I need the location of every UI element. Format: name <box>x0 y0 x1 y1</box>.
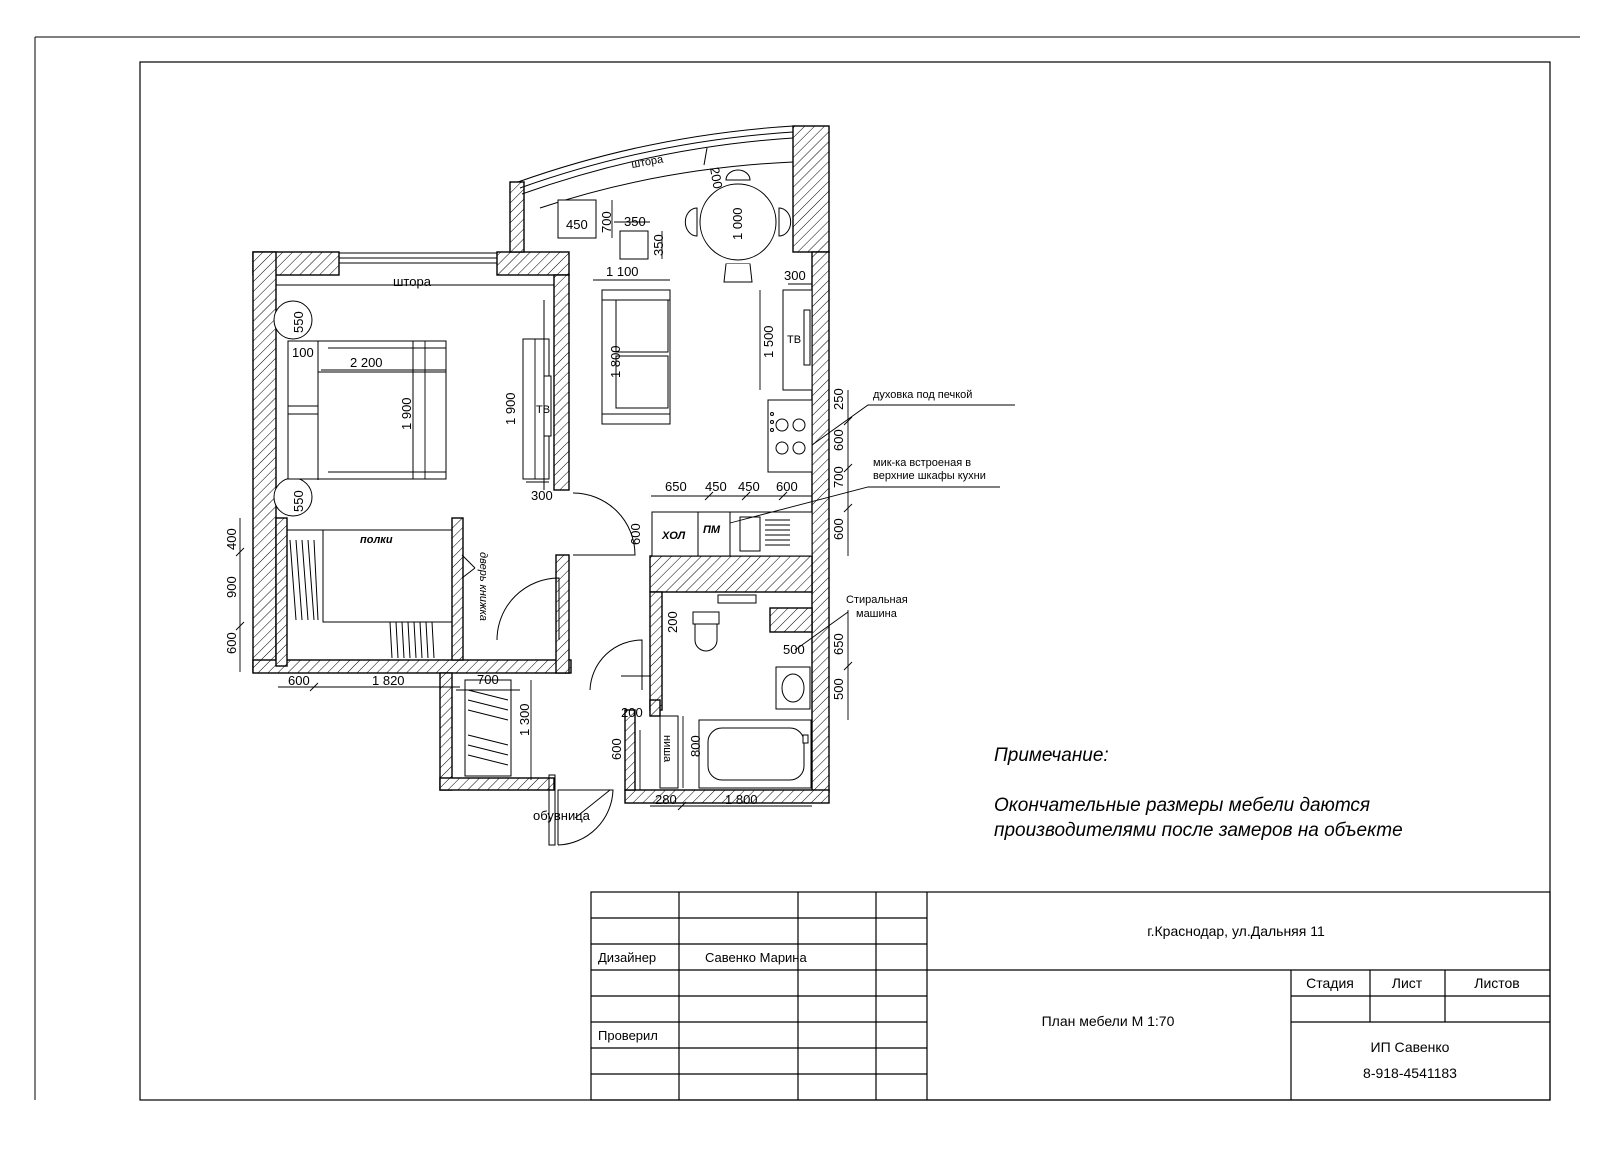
dim-wc-200: 200 <box>665 611 680 633</box>
dim-sofa-1100: 1 100 <box>606 264 639 279</box>
note-line-2: производителями после замеров на объекте <box>994 820 1403 841</box>
dim-door-600: 600 <box>628 523 643 545</box>
dim-table-1000: 1 000 <box>730 207 745 240</box>
dim-niche-800: 800 <box>688 735 703 757</box>
dim-wm-500: 500 <box>783 642 805 657</box>
dim-stand-450: 450 <box>566 217 588 232</box>
dim-bath-500: 500 <box>831 678 846 700</box>
dim-tv-stand-300: 300 <box>531 488 553 503</box>
dim-night-550-top: 550 <box>291 311 306 333</box>
niche-label: ниша <box>661 735 673 763</box>
dim-bottom-600: 600 <box>288 673 310 688</box>
company-name: ИП Савенко <box>1370 1039 1450 1055</box>
sheets-label: Листов <box>1474 975 1520 991</box>
washer-note-2: машина <box>856 608 897 620</box>
sheet-label: Лист <box>1391 975 1423 991</box>
dim-left-600: 600 <box>224 632 239 654</box>
sheet-title: План мебели М 1:70 <box>1041 1013 1175 1029</box>
tv-bedroom-label: ТВ <box>536 404 551 416</box>
cooktop <box>768 400 812 472</box>
living-furniture <box>558 170 812 424</box>
dim-tv-1500: 1 500 <box>761 325 776 358</box>
curtain-label-top: штора <box>630 153 665 171</box>
dim-bath-650: 650 <box>831 633 846 655</box>
dim-k-250: 250 <box>831 388 846 410</box>
dim-closet-1300: 1 300 <box>517 703 532 736</box>
fridge-label: ХОЛ <box>662 530 686 542</box>
shoe-cabinet-label: обувница <box>533 808 590 823</box>
shelves-label: полки <box>360 534 393 546</box>
dim-closet-700: 700 <box>477 672 499 687</box>
dim-pouf-350-w: 350 <box>624 214 646 229</box>
washer-note-1: Стиральная <box>846 594 908 606</box>
dim-sofa-1800: 1 800 <box>608 345 623 378</box>
book-door-label: дверь книжка <box>477 552 489 621</box>
dishwasher-label: ПМ <box>703 524 721 536</box>
dim-bed-2200: 2 200 <box>350 355 383 370</box>
curtain-label-left: штора <box>393 274 431 289</box>
dim-k-700v: 700 <box>831 466 846 488</box>
dim-tv-1900: 1 900 <box>503 392 518 425</box>
dim-pouf-350-h: 350 <box>651 234 666 256</box>
dim-bath-280: 280 <box>655 792 677 807</box>
dim-bath-1800: 1 800 <box>725 792 758 807</box>
microwave-note-1: мик-ка встроеная в <box>873 457 972 469</box>
dim-left-400: 400 <box>224 528 239 550</box>
dim-bed-1900: 1 900 <box>399 397 414 430</box>
designer-name: Савенко Марина <box>705 950 807 965</box>
curtain-depth-dim: 200 <box>707 165 726 190</box>
dim-bottom-1820: 1 820 <box>372 673 405 688</box>
dim-k-600v: 600 <box>831 429 846 451</box>
dim-left-900: 900 <box>224 576 239 598</box>
dim-night-550-bot: 550 <box>291 490 306 512</box>
dim-k-450a: 450 <box>705 479 727 494</box>
stage-label: Стадия <box>1306 975 1354 991</box>
note-block <box>994 745 1403 841</box>
address: г.Краснодар, ул.Дальняя 11 <box>1147 923 1325 939</box>
company-phone: 8-918-4541183 <box>1363 1065 1457 1081</box>
wardrobe <box>287 530 475 660</box>
dim-k-450b: 450 <box>738 479 760 494</box>
note-line-1: Окончательные размеры мебели даются <box>994 795 1371 816</box>
dim-k-600v2: 600 <box>831 518 846 540</box>
dim-tv-300: 300 <box>784 268 806 283</box>
dim-niche-200: 200 <box>621 705 643 720</box>
dim-hall-600: 600 <box>609 738 624 760</box>
dim-k-600: 600 <box>776 479 798 494</box>
note-heading: Примечание: <box>994 745 1109 766</box>
dim-k-650: 650 <box>665 479 687 494</box>
checked-label: Проверил <box>598 1028 658 1043</box>
closet <box>465 680 511 776</box>
dim-stand-700: 700 <box>599 211 614 233</box>
microwave-note-2: верхние шкафы кухни <box>873 470 986 482</box>
dim-bed-100: 100 <box>292 345 314 360</box>
designer-label: Дизайнер <box>598 950 657 965</box>
title-block-text <box>598 923 1520 1081</box>
pouf-350 <box>620 231 648 259</box>
tv-living-label: ТВ <box>787 334 802 346</box>
oven-note: духовка под печкой <box>873 389 973 401</box>
